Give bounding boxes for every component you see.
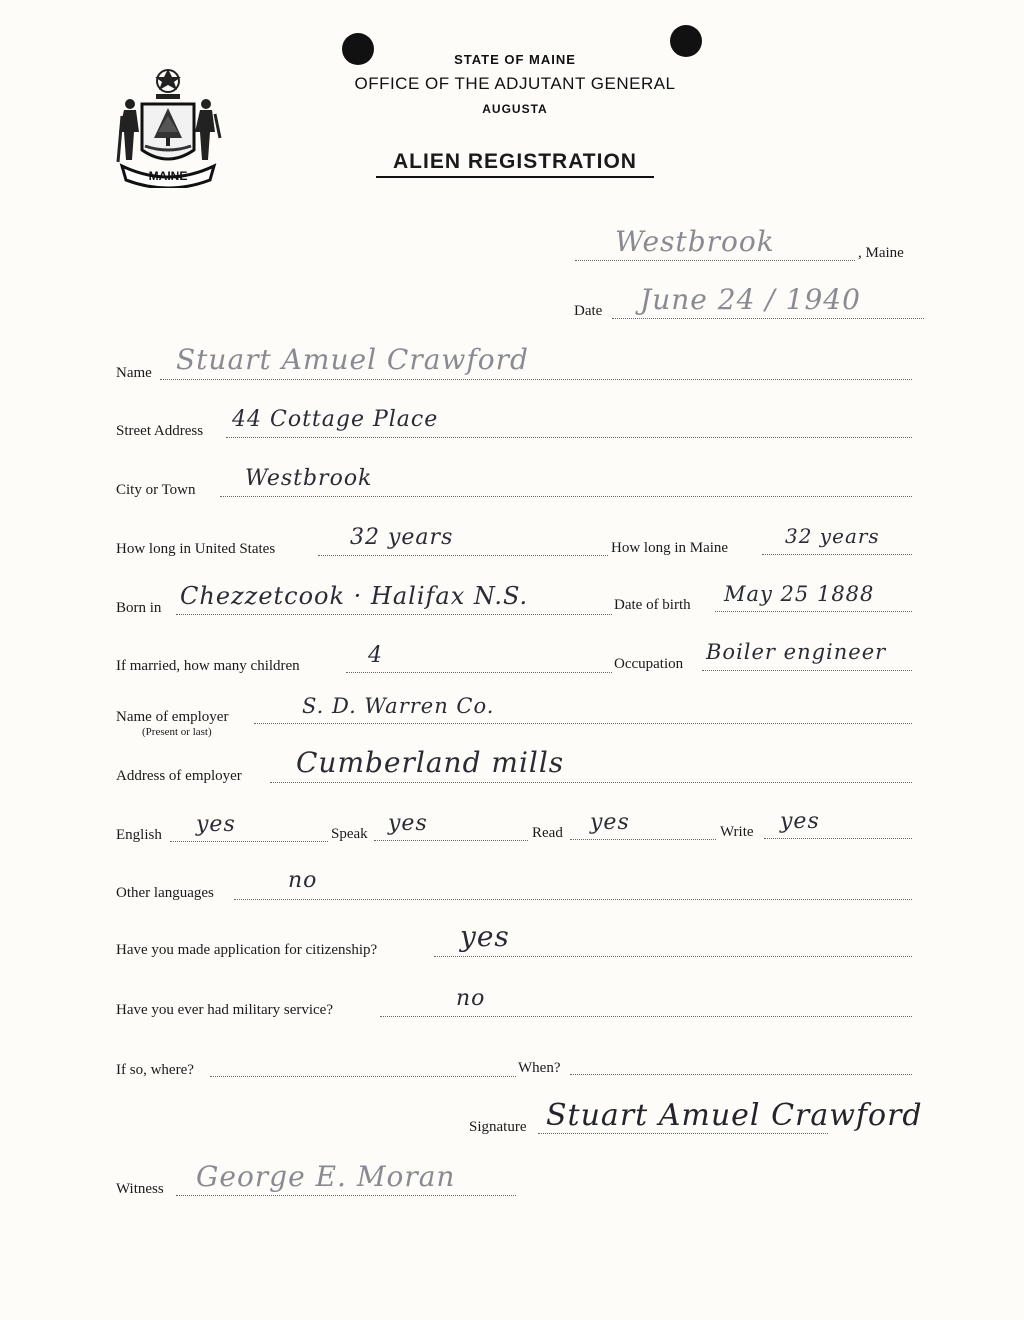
date-line xyxy=(612,318,924,319)
read-label: Read xyxy=(532,825,563,841)
speak-value: yes xyxy=(388,811,428,836)
speak-label: Speak xyxy=(331,826,368,842)
town-line xyxy=(575,260,855,261)
write-label: Write xyxy=(720,824,754,840)
city-line xyxy=(220,496,912,497)
where-line xyxy=(210,1076,516,1077)
write-line xyxy=(764,838,912,839)
street-value: 44 Cottage Place xyxy=(232,407,439,432)
header-city: AUGUSTA xyxy=(482,102,548,116)
header-state: STATE OF MAINE xyxy=(454,52,576,67)
employer-line xyxy=(254,723,912,724)
dob-line xyxy=(715,611,912,612)
employer-address-label: Address of employer xyxy=(116,768,242,784)
witness-value: George E. Moran xyxy=(196,1160,456,1193)
children-line xyxy=(346,672,612,673)
maine-duration-line xyxy=(762,554,912,555)
other-languages-value: no xyxy=(288,868,318,893)
military-label: Have you ever had military service? xyxy=(116,1002,333,1018)
name-value: Stuart Amuel Crawford xyxy=(176,343,529,376)
read-value: yes xyxy=(590,810,630,835)
employer-note: (Present or last) xyxy=(142,726,212,738)
children-value: 4 xyxy=(368,643,383,668)
state-seal-icon xyxy=(112,66,224,188)
signature-label: Signature xyxy=(469,1119,527,1135)
signature-line xyxy=(538,1133,828,1134)
date-value: June 24 / 1940 xyxy=(640,283,861,316)
header-office: OFFICE OF THE ADJUTANT GENERAL xyxy=(354,74,676,93)
us-duration-value: 32 years xyxy=(350,525,454,550)
other-languages-line xyxy=(234,899,912,900)
occupation-line xyxy=(702,670,912,671)
english-line xyxy=(170,841,328,842)
employer-label: Name of employer xyxy=(116,709,229,725)
military-line xyxy=(380,1016,912,1017)
employer-address-value: Cumberland mills xyxy=(296,746,565,779)
occupation-value: Boiler engineer xyxy=(706,640,887,664)
us-duration-line xyxy=(318,555,608,556)
witness-label: Witness xyxy=(116,1181,164,1197)
maine-duration-label: How long in Maine xyxy=(611,540,729,556)
street-label: Street Address xyxy=(116,423,204,439)
english-value: yes xyxy=(196,812,236,837)
read-line xyxy=(570,839,716,840)
name-line xyxy=(160,379,912,380)
born-value: Chezzetcook · Halifax N.S. xyxy=(180,582,529,610)
maine-suffix-label: , Maine xyxy=(858,245,904,261)
us-duration-label: How long in United States xyxy=(116,541,276,557)
form-title: ALIEN REGISTRATION xyxy=(376,150,654,178)
town-value: Westbrook xyxy=(615,225,775,258)
date-label: Date xyxy=(574,303,603,319)
dob-label: Date of birth xyxy=(614,597,691,613)
name-label: Name xyxy=(116,365,152,381)
svg-text:MAINE: MAINE xyxy=(148,169,188,183)
english-label: English xyxy=(116,827,162,843)
when-label: When? xyxy=(518,1060,561,1076)
citizenship-value: yes xyxy=(460,920,510,953)
children-label: If married, how many children xyxy=(116,658,300,674)
citizenship-line xyxy=(434,956,912,957)
city-label: City or Town xyxy=(116,482,196,498)
born-label: Born in xyxy=(116,600,162,616)
employer-value: S. D. Warren Co. xyxy=(302,694,495,718)
city-value: Westbrook xyxy=(245,466,373,491)
witness-line xyxy=(176,1195,516,1196)
occupation-label: Occupation xyxy=(614,656,684,672)
street-line xyxy=(226,437,912,438)
where-label: If so, where? xyxy=(116,1062,194,1078)
write-value: yes xyxy=(780,809,820,834)
other-languages-label: Other languages xyxy=(116,885,214,901)
speak-line xyxy=(374,840,528,841)
signature-value: Stuart Amuel Crawford xyxy=(546,1098,923,1133)
when-line xyxy=(570,1074,912,1075)
born-line xyxy=(176,614,612,615)
citizenship-label: Have you made application for citizenship? xyxy=(116,942,378,958)
employer-address-line xyxy=(270,782,912,783)
maine-duration-value: 32 years xyxy=(785,524,880,548)
dob-value: May 25 1888 xyxy=(724,582,875,606)
military-value: no xyxy=(456,986,486,1011)
